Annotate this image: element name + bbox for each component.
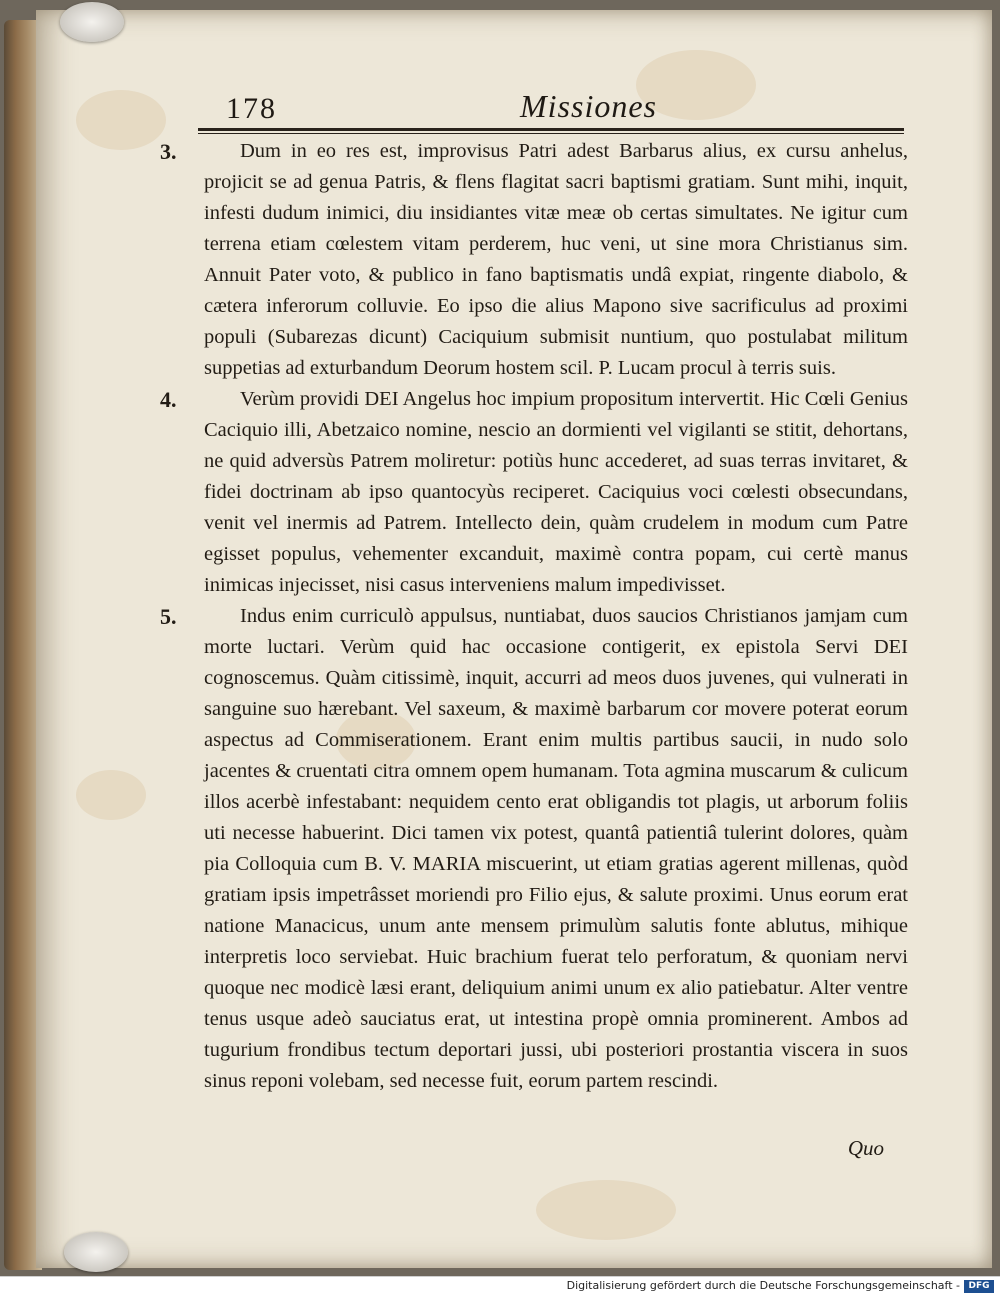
page-clip-top [60,2,124,42]
paragraph-text: Dum in eo res est, improvisus Patri adest Barbarus alius, ex cursu anhelus, projicit se ad genua Patris, & flens flagitat sacri baptismi gratiam. Sunt mihi, inquit, infesti dudum inimici, diu insidiantes vitæ meæ ob certas simultates. Ne igitur cum terrena etiam cœlestem vitam perderem, huc veni, ut sine mora Christianus sim. Annuit Pater voto, & publico in fano baptismatis undâ expiat, ringente diabolo, & cætera inferorum colluvie. Eo ipso die alius Mapono sive sacrificulus ad proximi populi (Subarezas dicunt) Caciquium submisit nuntium, quo postulabat militum suppetias ad exturbandum Deorum hostem scil. P. Lucam procul à terris suis. [204,140,908,379]
catchword: Quo [847,1136,884,1160]
paragraph-text: Indus enim curriculò appulsus, nuntiabat, duos saucios Christianos jamjam cum morte luctari. Verùm quid hac occasione contigerit, ex epistola Servi DEI cognoscemus. Quàm citissimè, inquit, accurri ad meos duos juvenes, qui vulnerati in sanguine suo hærebant. Vel saxeum, & maximè barbarum cor movere poterat eorum aspectus ad Commiserationem. Erant enim multis partibus saucii, in nudo solo jacentes & cruentati citra omnem opem humanam. Tota agmina muscarum & culicum illos acerbè infestabant: nequidem cento erat obligandis tot plagis, ut arborum foliis uti necesse habuerint. Dici tamen vix potest, quantâ patientiâ tulerint dolores, quàm pia Colloquia cum B. V. MARIA miscuerint, ut etiam gratias agerent millenas, quòd gratiam ipsis impetrâsset moriendi pro Filio ejus, & salute proximi. Unus eorum erat natione Manacicus, unum ante mensem primulùm salutis fonte ablutus, mihique interpretis loco serviebat. Huic brachium fuerat telo perforatum, & quoniam nervi quoque nec modicè læsi erant, deliquium animi unum ex alio patiebatur. Alter ventre tenus usque adeò sauciatus erat, ut intestina propè omnia prominerent. Ambos ad tugurium frondibus tectum deportari jussi, ubi posteriori prostantia viscera in suos sinus reponi volebam, sed necesse fuit, eorum partem rescindi. [204,605,908,1092]
footer-credit: Digitalisierung gefördert durch die Deutsche Forschungsgemeinschaft - [566,1279,960,1292]
running-head: Missiones [520,88,657,124]
paragraph-3 [160,136,908,384]
paragraph-number: 5. [160,604,177,629]
body-text [160,136,908,1097]
page-number: 178 [226,92,277,125]
footer-bar [0,1276,1000,1297]
dfg-logo-icon[interactable]: DFG [964,1280,994,1293]
paragraph-number: 4. [160,387,177,412]
paragraph-4 [160,384,908,601]
paragraph-5 [160,601,908,1097]
header-rule [198,128,904,134]
paragraph-text: Verùm providi DEI Angelus hoc impium propositum intervertit. Hic Cœli Genius Caciquio illi, Abetzaico nomine, nescio an dormienti vel vigilanti se stitit, dehortans, ne quid adversùs Patrem moliretur: potiùs hunc accederet, ad suas terras invitaret, & fidei doctrinam ab ipso quantocyùs reciperet. Caciquius voci cœlesti obsecundans, venit vel inermis ad Patrem. Intellecto dein, quàm crudelem in modum cum Patre egisset populus, vehementer excanduit, maximè contra popam, cui certè manus inimicas injecisset, nisi casus interveniens malum impedivisset. [204,388,908,596]
paragraph-number: 3. [160,139,177,164]
page-clip-bottom [64,1232,128,1272]
